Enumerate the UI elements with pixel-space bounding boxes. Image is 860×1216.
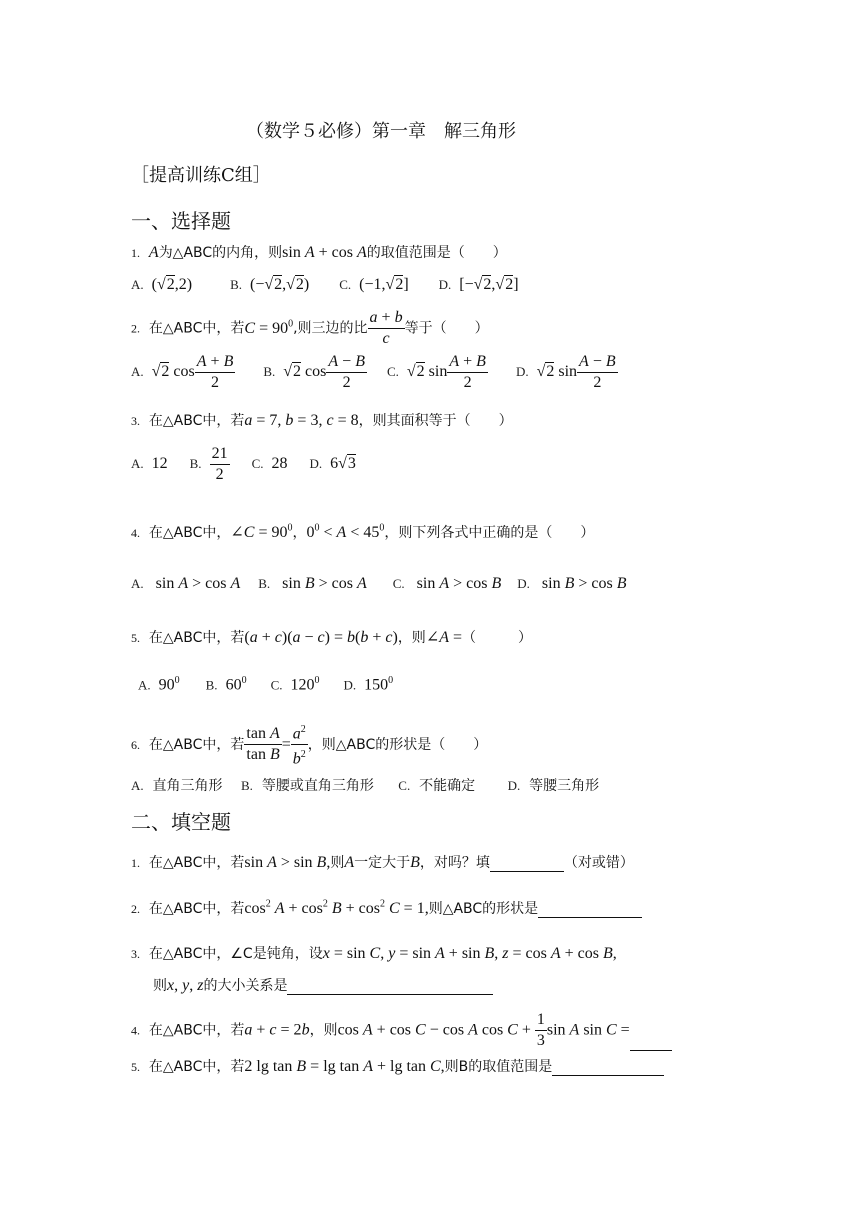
fill-blank-1[interactable] xyxy=(490,871,564,872)
fill-question-5: 5. 在△ABC中，若2 lg tan B = lg tan A + lg tan C,则B的取值范围是 xyxy=(131,1056,664,1076)
choice-question-3: 3. 在△ABC中，若a = 7, b = 3, c = 8，则其面积等于（ ） xyxy=(131,412,513,429)
choice-question-4: 4. 在△ABC中，∠C = $90^0$，$0^0 < A < 45^0$，则下列各式中正确的是（ ） xyxy=(131,522,595,541)
fill-blank-3[interactable] xyxy=(287,994,493,995)
page-title: （数学５必修）第一章 解三角形 xyxy=(246,121,516,142)
choice-question-1: 1. A为△ABC的内角，则sin A + cos A的取值范围是（ ） xyxy=(131,244,507,261)
fill-blank-2[interactable] xyxy=(538,917,642,918)
fill-question-4: 4. 在△ABC中，若a + c = 2b，则cos A + cos C − cos A cos C + $\frac{1}{3}$ sin A sin C = xyxy=(131,1010,672,1051)
fill-question-1: 1. 在△ABC中，若sin A > sin B,则A一定大于B，对吗？填 （对或错） xyxy=(131,854,634,871)
choice-question-2: 2. 在△ABC中，若$C = 90^0$,则三边的比 $\frac{a + b}{c}$ 等于（ ） xyxy=(131,309,489,347)
fill-blank-4[interactable] xyxy=(630,1050,672,1051)
choice-2-options: A. √2 cos $\frac{A + B}{2}$ B. √2 cos $\frac{A - B}{2}$ C. √2 sin $\frac{A + B}{2}$ D. √2 sin $\frac{A - B}{2}$ xyxy=(131,353,616,391)
choice-1-options: A. (√2,2) B. (−√2,√2) C. (−1,√2] D. [−√2,√2] xyxy=(131,276,519,293)
fill-question-3-line2: 则x, y, z的大小关系是 xyxy=(153,975,493,995)
choice-question-6: 6. 在△ABC中，若 $\frac{\text{tan A}}{\text{tan B}}$ = $\frac{a^2}{b^2}$ ，则△ABC的形状是（ ） xyxy=(131,720,487,770)
choice-3-options: A. 12 B. $\frac{21}{2}$ C. 28 D. 6√3 xyxy=(131,445,356,483)
choice-6-options: A. 直角三角形 B. 等腰或直角三角形 C. 不能确定 D. 等腰三角形 xyxy=(131,778,600,794)
choice-question-5: 5. 在△ABC中，若(a + c)(a − c) = b(b + c)，则∠A =（ ） xyxy=(131,629,533,646)
fill-blank-5[interactable] xyxy=(552,1075,664,1076)
choice-5-options: A. $90^0$ B. $60^0$ C. $120^0$ D. $150^0$ xyxy=(138,675,394,694)
subtitle: ［提高训练C组］ xyxy=(131,165,271,186)
choice-4-options: A. sin A > cos A B. sin B > cos A C. sin A > cos B D. sin B > cos B xyxy=(131,575,627,592)
section-choice-heading: 一、选择题 xyxy=(131,209,231,233)
section-fill-heading: 二、填空题 xyxy=(131,810,231,834)
fill-question-3: 3. 在△ABC中，∠C是钝角，设x = sin C, y = sin A + sin B, z = cos A + cos B, xyxy=(131,945,617,962)
fill-question-2: 2. 在△ABC中，若$\cos^2 A + \cos^2 B + \cos^2 C = 1$,则△ABC的形状是 xyxy=(131,898,642,918)
